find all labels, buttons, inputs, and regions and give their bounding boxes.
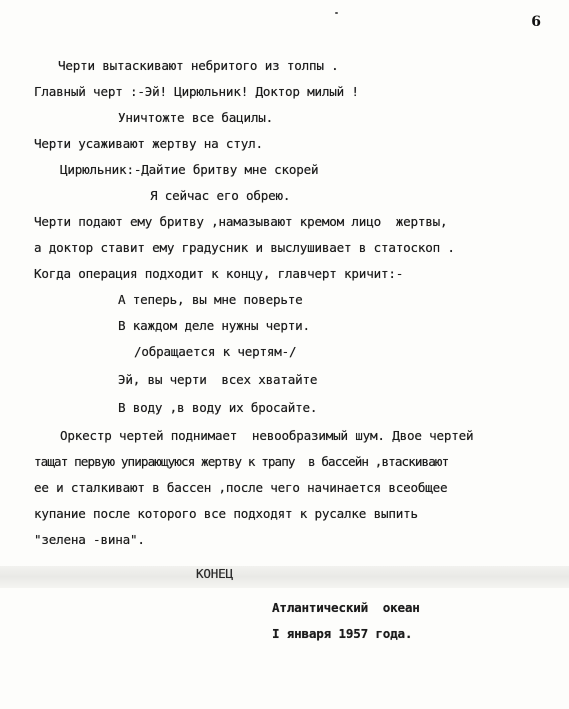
text-line: Цирюльник:-Дайтие бритву мне скорей bbox=[60, 162, 319, 177]
text-line: Главный черт :-Эй! Цирюльник! Доктор милый ! bbox=[34, 84, 359, 99]
text-line: Я сейчас его обрею. bbox=[150, 188, 291, 203]
end-word: КОНЕЦ bbox=[196, 566, 233, 581]
text-line: Эй, вы черти всех хватайте bbox=[118, 372, 318, 387]
text-line: В каждом деле нужны черти. bbox=[118, 318, 310, 333]
text-line: Оркестр чертей поднимает невообразимый шум. Двое чертей bbox=[60, 428, 474, 443]
text-line: Черти вытаскивают небритого из толпы . bbox=[58, 58, 339, 73]
text-line: Черти усаживают жертву на стул. bbox=[34, 136, 263, 151]
scan-fold-band bbox=[0, 566, 569, 588]
date-line: I января 1957 года. bbox=[272, 626, 413, 641]
text-line: а доктор ставит ему градусник и выслушивает в статоскоп . bbox=[34, 240, 455, 255]
text-line: Черти подают ему бритву ,намазывают кремом лицо жертвы, bbox=[34, 214, 448, 229]
text-line: тащат первую упирающуюся жертву к трапу в бассейн ,втаскивают bbox=[34, 454, 449, 469]
text-line: "зелена -вина". bbox=[34, 532, 145, 547]
text-line: А теперь, вы мне поверьте bbox=[118, 292, 303, 307]
text-line: Когда операция подходит к концу, главчерт кричит:- bbox=[34, 266, 404, 281]
text-line: ее и сталкивают в бассен ,после чего начинается всеобщее bbox=[34, 480, 448, 495]
text-line: Уничтожте все бацилы. bbox=[118, 110, 274, 125]
ink-speck bbox=[335, 12, 338, 14]
page-number: 6 bbox=[531, 14, 541, 30]
text-line: В воду ,в воду их бросайте. bbox=[118, 400, 318, 415]
place-line: Атлантический океан bbox=[272, 600, 420, 615]
text-line: /обращается к чертям-/ bbox=[134, 344, 297, 359]
text-line: купание после которого все подходят к русалке выпить bbox=[34, 506, 418, 521]
